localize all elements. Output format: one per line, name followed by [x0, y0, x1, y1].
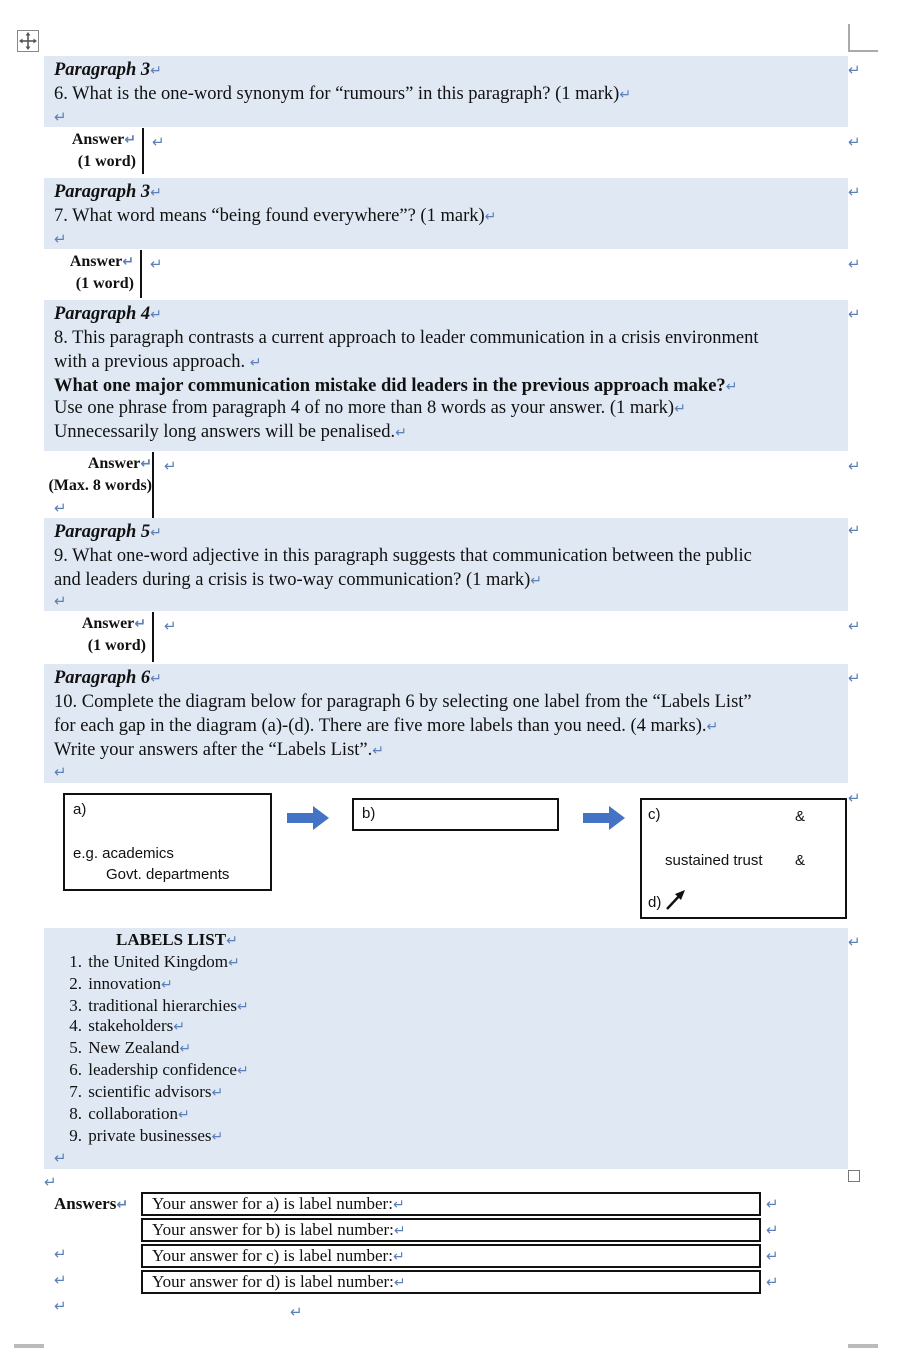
table-move-handle[interactable] [17, 30, 39, 52]
diagram-box-a-example-1: e.g. academics [73, 845, 174, 862]
q6-question: 6. What is the one-word synonym for “rumours” in this paragraph? (1 mark)↵ [54, 84, 632, 104]
diagram-box-a-label: a) [73, 801, 87, 818]
diagonal-arrow-icon [664, 888, 688, 912]
q9-answer-divider [152, 612, 154, 662]
diagram-arrow-1 [287, 805, 329, 831]
row-end-mark: ↵ [848, 617, 861, 635]
q8-answer-field[interactable]: ↵ [164, 457, 177, 475]
row-end-mark: ↵ [848, 255, 861, 273]
q7-return-mark: ↵ [54, 230, 67, 248]
diagram-box-c-trust: sustained trust [665, 852, 763, 869]
final-return-mark: ↵ [290, 1303, 303, 1321]
diagram-box-c [640, 798, 847, 919]
q10-line2: for each gap in the diagram (a)-(d). There are five more labels than you need. (4 marks).↵ [54, 716, 719, 736]
list-item: 9. private businesses↵ [69, 1126, 224, 1145]
q8-return-mark: ↵ [54, 499, 67, 517]
page-corner-mark-bottom-right [848, 1344, 878, 1348]
diagram-box-c-label: c) [648, 806, 661, 823]
q10-line1: 10. Complete the diagram below for paragraph 6 by selecting one label from the “Labels List” [54, 692, 752, 712]
q7-answer-field[interactable]: ↵ [150, 255, 163, 273]
answer-row-end-mark: ↵ [766, 1221, 779, 1239]
list-item: 2. innovation↵ [69, 974, 173, 993]
row-end-mark: ↵ [848, 521, 861, 539]
diagram-return-mark: ↵ [848, 789, 861, 807]
answer-row-end-mark: ↵ [766, 1247, 779, 1265]
q6-heading: Paragraph 3↵ [54, 60, 162, 80]
answer-row-a[interactable]: Your answer for a) is label number:↵ [141, 1192, 761, 1216]
diagram-box-a-example-2: Govt. departments [106, 866, 230, 883]
q8-line2: with a previous approach. ↵ [54, 352, 262, 372]
answer-row-d[interactable]: Your answer for d) is label number:↵ [141, 1270, 761, 1294]
answers-return-mark: ↵ [54, 1245, 67, 1263]
list-item: 8. collaboration↵ [69, 1104, 190, 1123]
q10-return-mark: ↵ [54, 763, 67, 781]
table-resize-handle[interactable] [848, 1170, 860, 1182]
q8-answer-label: Answer↵ (Max. 8 words) [48, 455, 152, 494]
q8-line3: What one major communication mistake did leaders in the previous approach make?↵ [54, 376, 738, 396]
answer-row-end-mark: ↵ [766, 1195, 779, 1213]
row-end-mark: ↵ [848, 61, 861, 79]
page-corner-mark-bottom-left [14, 1344, 44, 1348]
row-end-mark: ↵ [848, 933, 861, 951]
q9-line2: and leaders during a crisis is two-way communication? (1 mark)↵ [54, 570, 542, 590]
diagram-arrow-2 [583, 805, 625, 831]
q8-line1: 8. This paragraph contrasts a current approach to leader communication in a crisis environment [54, 328, 759, 348]
diagram-box-c-amp-1: & [795, 808, 806, 825]
q7-question: 7. What word means “being found everywhere”? (1 mark)↵ [54, 206, 497, 226]
row-end-mark: ↵ [848, 669, 861, 687]
list-item: 4. stakeholders↵ [69, 1016, 185, 1035]
labels-list-return-mark: ↵ [54, 1149, 67, 1167]
q9-heading: Paragraph 5↵ [54, 522, 162, 542]
diagram-box-c-amp-2: & [795, 852, 806, 869]
q10-heading: Paragraph 6↵ [54, 668, 162, 688]
q6-return-mark: ↵ [54, 108, 67, 126]
q9-line1: 9. What one-word adjective in this paragraph suggests that communication between the public [54, 546, 752, 566]
q8-heading: Paragraph 4↵ [54, 304, 162, 324]
list-item: 1. the United Kingdom↵ [69, 952, 240, 971]
answer-row-c[interactable]: Your answer for c) is label number:↵ [141, 1244, 761, 1268]
q9-return-mark: ↵ [54, 592, 67, 610]
q6-answer-field[interactable]: ↵ [152, 133, 165, 151]
row-end-mark: ↵ [848, 183, 861, 201]
q8-answer-divider [152, 452, 154, 518]
row-end-mark: ↵ [848, 305, 861, 323]
move-cross-icon [18, 31, 38, 51]
page-corner-mark-top-right [848, 24, 878, 52]
q6-answer-divider [142, 128, 144, 174]
right-arrow-icon [287, 806, 329, 830]
list-item: 5. New Zealand↵ [69, 1038, 192, 1057]
q9-answer-field[interactable]: ↵ [164, 617, 177, 635]
q8-line5: Unnecessarily long answers will be penalised.↵ [54, 422, 407, 442]
list-item: 6. leadership confidence↵ [69, 1060, 249, 1079]
q9-answer-label: Answer↵ (1 word) [81, 615, 146, 654]
list-item: 3. traditional hierarchies↵ [69, 996, 249, 1015]
answers-label: Answers↵ [54, 1194, 129, 1213]
diagram-box-d-label: d) [648, 894, 662, 911]
row-end-mark: ↵ [848, 133, 861, 151]
answer-row-b[interactable]: Your answer for b) is label number:↵ [141, 1218, 761, 1242]
answer-row-end-mark: ↵ [766, 1273, 779, 1291]
diagram-box-b-label: b) [362, 805, 376, 822]
row-end-mark: ↵ [848, 457, 861, 475]
after-list-return-mark: ↵ [44, 1173, 57, 1191]
q7-answer-divider [140, 250, 142, 298]
diagram-box-a [63, 793, 272, 891]
labels-list-title: LABELS LIST↵ [116, 930, 238, 949]
answers-return-mark: ↵ [54, 1297, 67, 1315]
diagram-box-b [352, 798, 559, 831]
q6-answer-label: Answer↵ (1 word) [71, 131, 136, 170]
q7-answer-label: Answer↵ (1 word) [69, 253, 134, 292]
q10-line3: Write your answers after the “Labels List”.↵ [54, 740, 384, 760]
list-item: 7. scientific advisors↵ [69, 1082, 224, 1101]
right-arrow-icon [583, 806, 625, 830]
q8-line4: Use one phrase from paragraph 4 of no more than 8 words as your answer. (1 mark)↵ [54, 398, 686, 418]
q7-heading: Paragraph 3↵ [54, 182, 162, 202]
answers-return-mark: ↵ [54, 1271, 67, 1289]
